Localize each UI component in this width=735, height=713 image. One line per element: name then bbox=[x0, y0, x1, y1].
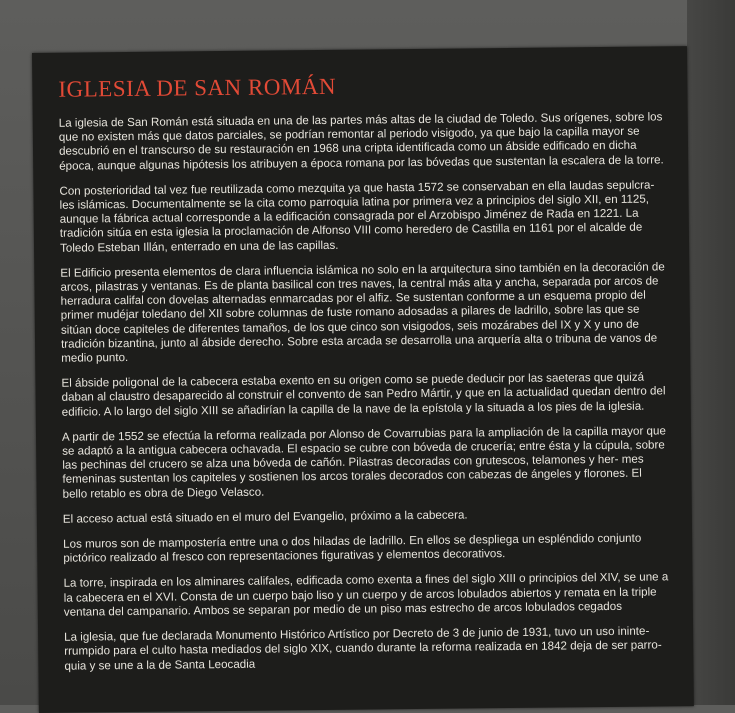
paragraph-walls: Los muros son de mampostería entre una o dos hiladas de ladrillo. En ellos se despliega un espléndido conjunto pictórico realizado al fresco con representaciones figurativas y elementos decorativos. bbox=[63, 531, 642, 565]
paragraph-tower: La torre, inspirada en los alminares califales, edificada como exenta a fines del siglo XIII o principios del XIV, se une a la cabecera en el XVI. Consta de un cuerpo bajo liso y un cuerpo y de arcos lobulados abiertos y remata en la triple ventana del campanario. Ambos se separan por medio de un piso mas estrecho de arcos lobulados cegados bbox=[63, 570, 669, 619]
paragraph-apse: El ábside poligonal de la cabecera estaba exento en su origen como se puede deducir por las saeteras que quizá daban al claustro desaparecido al construir el convento de san Pedro Mártir, y que en la actualidad quedan dentro del edificio. A lo largo del siglo XIII se añadirían la capilla de la nave de la epístola y la situada a los pies de la iglesia. bbox=[61, 370, 666, 419]
paragraph-building: El Edificio presenta elementos de clara influencia islámica no solo en la arquitectura sino también en la decoración de arcos, pilastras y ventanas. Es de planta basilical con tres naves, la central más alta y ancha, separada por arcos de herradura califal con dovelas alternadas enmarcadas por el alfiz. Se sustentan conforme a un esquema propio del primer mudéjar toledano del XII sobre columnas de fuste romano adosadas a pilares de ladrillo, sobre las que se sitúan doce capiteles de diferentes tamaños, de los que cinco son visigodos, seis mozárabes del IX y X y uno de tradición bizantina, junto al ábside derecho. Sobre esta arcada se desarrolla una arquería alta o tribuna de vanos de medio punto. bbox=[60, 260, 665, 365]
paragraph-monument: La iglesia, que fue declarada Monumento Histórico Artístico por Decreto de 3 de junio de 1931, tuvo un uso ininte- rrumpido para el culto hasta mediados del siglo XIX, cuando durante la reforma realizada en 1842 deja de ser parro- quia y se une a la de Santa Leocadia bbox=[64, 624, 662, 673]
paragraph-access: El acceso actual está situado en el muro del Evangelio, próximo a la cabecera. bbox=[62, 508, 468, 526]
wall-edge bbox=[687, 0, 735, 705]
paragraph-origins: La iglesia de San Román está situada en una de las partes más altas de la ciudad de Toledo. Sus orígenes, sobre los que no existen más que datos parciales, se podrían remontar al periodo visigodo, ya que bajo la capilla mayor se descubrió en el transcurso de su restauración en 1968 una cripta identificada como un ábside edificado en dicha época, aunque algunas hipótesis los atribuyen a época romana por las bóvedas que sustentan la escalera de la torre. bbox=[58, 110, 664, 173]
paragraph-reform: A partir de 1552 se efectúa la reforma realizada por Alonso de Covarrubias para la ampliación de la capilla mayor que se adaptó a la antigua cabecera ochavada. El espacio se cubre con bóveda de crucería; entre ésta y la cúpula, sobre las pechinas del crucero se alza una bóveda de cañón. Pilastras decoradas con grutescos, telamones y her- mes femeninas sustentan los capiteles y sostienen los arcos torales decorados con cabezas de ángeles y florones. El bello retablo es obra de Diego Velasco. bbox=[61, 424, 666, 501]
information-panel bbox=[32, 46, 694, 713]
panel-title: IGLESIA DE SAN ROMÁN bbox=[58, 73, 337, 102]
paragraph-mosque: Con posterioridad tal vez fue reutilizada como mezquita ya que hasta 1572 se conservaban en ella laudas sepulcra- les islámicas. Documentalmente se la cita como parroquia latina por primera vez a principios del siglo XII, en 1125, aunque la fábrica actual corresponde a la edificación consagrada por el Arzobispo Jiménez de Rada en 1221. La tradición sitúa en esta iglesia la proclamación de Alfonso VIII como heredero de Castilla en 1161 por el alcalde de Toledo Esteban Illán, enterrado en una de las capillas. bbox=[59, 178, 655, 255]
